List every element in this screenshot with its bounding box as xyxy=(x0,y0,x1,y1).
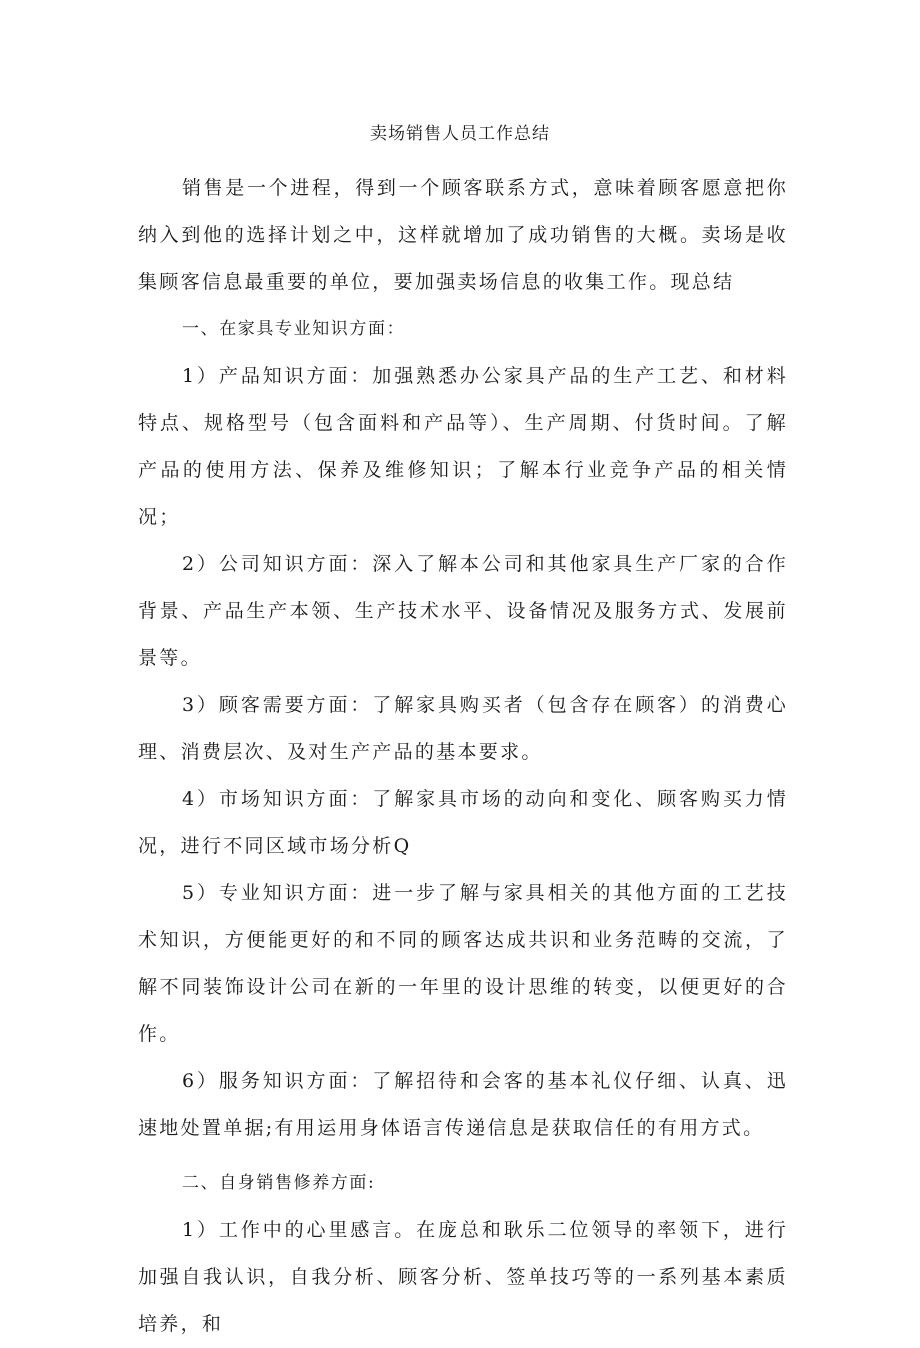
list-item-work-reflections: 1）工作中的心里感言。在庞总和耿乐二位领导的率领下，进行加强自我认识，自我分析、顾客分析、签单技巧等的一系列基本素质培养，和 xyxy=(138,1219,788,1335)
section-heading-sales-cultivation: 二、自身销售修养方面: xyxy=(182,1173,376,1193)
list-item-company-knowledge: 2）公司知识方面：深入了解本公司和其他家具生产厂家的合作背景、产品生产本领、生产技术水平、设备情况及服务方式、发展前景等。 xyxy=(138,553,788,669)
list-item-professional-knowledge: 5）专业知识方面：进一步了解与家具相关的其他方面的工艺技术知识，方便能更好的和不同的顾客达成共识和业务范畴的交流，了解不同装饰设计公司在新的一年里的设计思维的转变，以便更好的合作。 xyxy=(138,882,788,1045)
section-heading-furniture-knowledge: 一、在家具专业知识方面： xyxy=(182,319,406,339)
list-item-service-knowledge: 6）服务知识方面：了解招待和会客的基本礼仪仔细、认真、迅速地处置单据;有用运用身体语言传递信息是获取信任的有用方式。 xyxy=(138,1070,788,1139)
document-title: 卖场销售人员工作总结 xyxy=(370,124,550,144)
list-item-product-knowledge: 1）产品知识方面：加强熟悉办公家具产品的生产工艺、和材料特点、规格型号（包含面料和产品等）、生产周期、付货时间。了解产品的使用方法、保养及维修知识；了解本行业竞争产品的相关情况； xyxy=(138,365,788,528)
list-item-customer-needs: 3）顾客需要方面：了解家具购买者（包含存在顾客）的消费心理、消费层次、及对生产产品的基本要求。 xyxy=(138,694,788,763)
intro-paragraph: 销售是一个进程，得到一个顾客联系方式，意味着顾客愿意把你纳入到他的选择计划之中，这样就增加了成功销售的大概。卖场是收集顾客信息最重要的单位，要加强卖场信息的收集工作。现总结 xyxy=(138,177,788,293)
section-spacer xyxy=(138,1152,788,1160)
list-item-market-knowledge: 4）市场知识方面：了解家具市场的动向和变化、顾客购买力情况，进行不同区域市场分析Q xyxy=(138,788,788,857)
document-body xyxy=(138,165,788,1348)
